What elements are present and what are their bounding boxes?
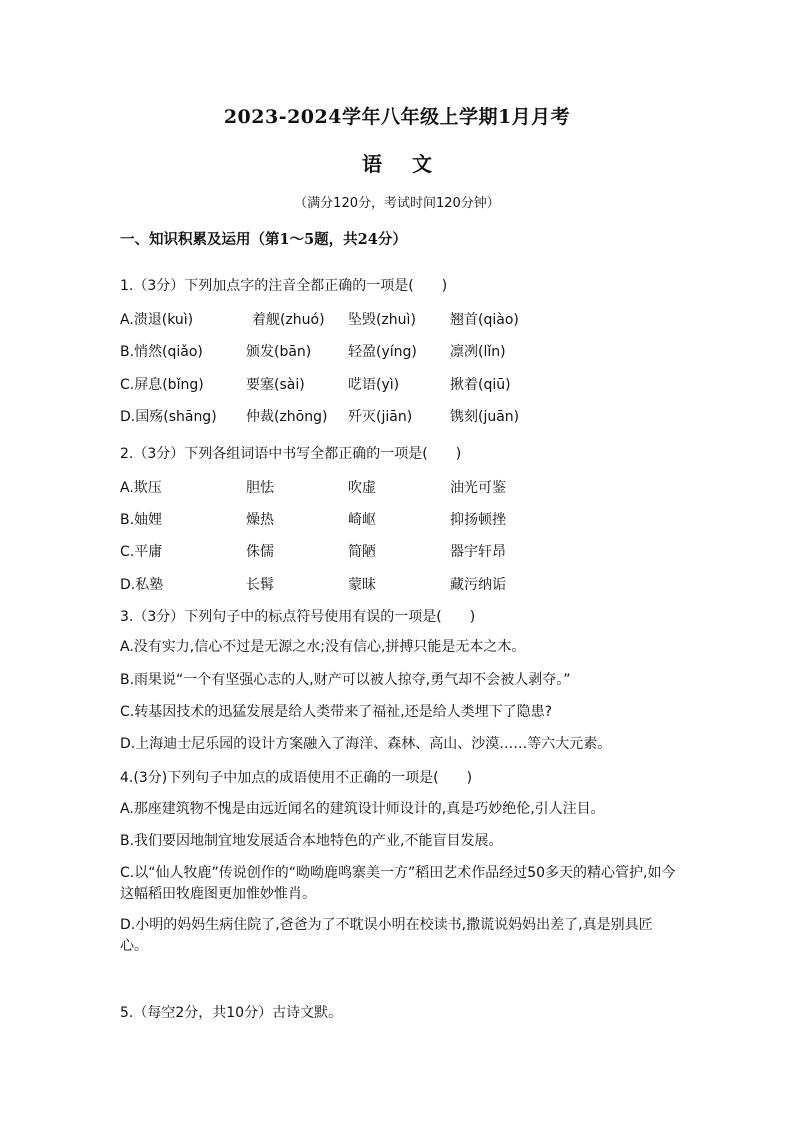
subject-heading: 语文 [362,152,462,176]
question-1-option-c [120,374,720,394]
option-cell: 呓语(yì) [348,377,400,393]
option-cell: 仲裁(zhōng) [246,409,328,425]
question-1-option-b [120,341,720,361]
option-cell: 吹虚 [348,480,376,496]
option-cell: 坠毁(zhuì) [348,312,416,328]
exam-title: 2023-2024学年八年级上学期1月月考 [223,106,571,128]
option-cell: 轻盈(yíng) [348,344,417,360]
section-heading: 一、知识积累及运用（第1～5题，共24分） [120,231,407,248]
question-4-option-d: D.小明的妈妈生病住院了,爸爸为了不耽误小明在校读书,撒谎说妈妈出差了,真是别具匠心。 [120,917,653,954]
question-3-option-a: A.没有实力,信心不过是无源之水;没有信心,拼搏只能是无本之木。 [120,639,526,655]
question-4-option-a: A.那座建筑物不愧是由远近闻名的建筑设计师设计的,真是巧妙绝伦,引人注目。 [120,801,605,817]
question-4-stem: 4.(3分)下列句子中加点的成语使用不正确的一项是( ) [120,770,473,786]
question-2-option-d [120,574,720,594]
option-cell: 揪着(qiū) [450,377,511,393]
question-2-stem: 2.（3分）下列各组词语中书写全都正确的一项是( ) [120,446,462,462]
option-cell: 要塞(sài) [246,377,305,393]
option-cell: 藏污纳诟 [450,577,506,593]
option-cell: 蒙昧 [348,577,376,593]
option-cell: 抑扬顿挫 [450,512,506,528]
option-cell: A.溃退(kuì) [120,312,194,328]
option-cell: 颁发(bān) [246,344,312,360]
option-cell: D.国殇(shāng) [120,409,217,425]
question-2-option-c [120,541,720,561]
question-3-stem: 3.（3分）下列句子中的标点符号使用有误的一项是( ) [120,609,476,625]
question-4-option-b: B.我们要因地制宜地发展适合本地特色的产业,不能盲目发展。 [120,833,503,849]
option-cell: A.欺压 [120,480,162,496]
option-cell: 长髯 [246,577,274,593]
option-cell: 侏儒 [246,544,274,560]
question-1-option-a [120,309,720,329]
option-cell: 歼灭(jiān) [348,409,413,425]
option-cell: 翘首(qiào) [450,312,519,328]
question-3-option-b: B.雨果说“一个有坚强心志的人,财产可以被人掠夺,勇气却不会被人剥夺。” [120,672,571,688]
question-3-option-c: C.转基因技术的迅猛发展是给人类带来了福祉,还是给人类埋下了隐患? [120,704,553,720]
option-cell: 燥热 [246,512,274,528]
option-cell: B.妯娌 [120,512,163,528]
question-3-option-d: D.上海迪士尼乐园的设计方案融入了海洋、森林、高山、沙漠……等六大元素。 [120,736,612,752]
option-cell: B.悄然(qiǎo) [120,344,203,360]
option-cell: 简陋 [348,544,376,560]
question-2-option-b [120,509,720,529]
option-cell: C.屏息(bǐng) [120,377,204,393]
option-cell: 器宇轩昂 [450,544,506,560]
option-cell: 胆怯 [246,480,274,496]
option-cell: 着舰(zhuó) [252,312,325,328]
question-4-option-c: C.以“仙人牧鹿”传说创作的“呦呦鹿鸣寨美一方”稻田艺术作品经过50多天的精心管护,如今这幅稻田牧鹿图更加惟妙惟肖。 [120,865,676,902]
question-5-stem: 5.（每空2分，共10分）古诗文默。 [120,1005,343,1021]
option-cell: C.平庸 [120,544,163,560]
exam-note: （满分120分，考试时间120分钟） [294,196,500,211]
option-cell: 油光可鉴 [450,480,506,496]
option-cell: 凛冽(lǐn) [450,344,506,360]
question-1-option-d [120,406,720,426]
option-cell: 镌刻(juān) [450,409,520,425]
question-2-option-a [120,477,720,497]
question-1-stem: 1.（3分）下列加点字的注音全都正确的一项是( ) [120,278,448,294]
option-cell: D.私塾 [120,577,164,593]
option-cell: 崎岖 [348,512,376,528]
